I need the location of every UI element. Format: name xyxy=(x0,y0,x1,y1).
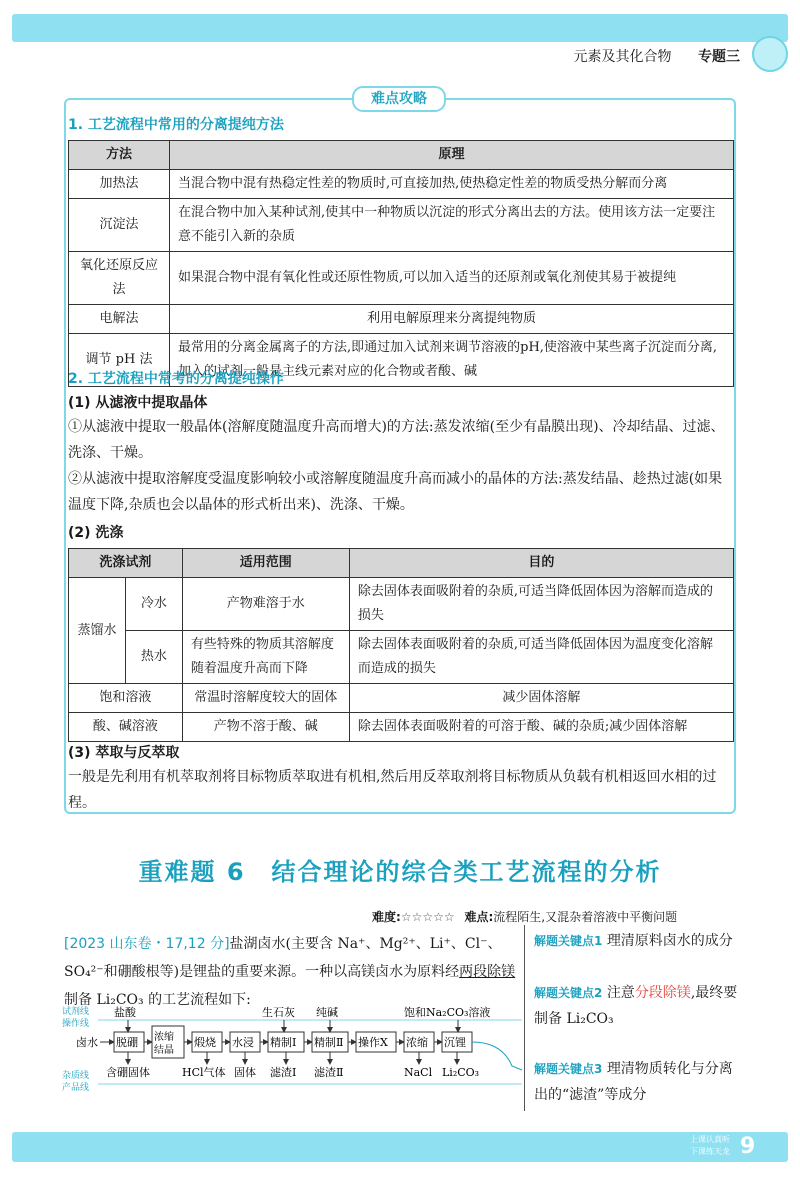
step-label: 脱硼 xyxy=(116,1036,138,1049)
method-principle: 最常用的分离金属离子的方法,即通过加入试剂来调节溶液的pH,使溶液中某些离子沉淀而分离,加入的试剂一般是主线元素对应的化合物或者酸、碱 xyxy=(170,334,734,387)
method-principle: 利用电解原理来分离提纯物质 xyxy=(170,305,734,334)
wash-reagent: 酸、碱溶液 xyxy=(69,713,183,742)
section2-title: 2. 工艺流程中常考的分离提纯操作 xyxy=(68,371,284,387)
reagent: 纯碱 xyxy=(316,1006,338,1019)
question-text xyxy=(64,930,524,1014)
difficulty-point: 流程陌生,又混杂着溶液中平衡问题 xyxy=(493,910,678,924)
flow-start: 卤水 xyxy=(76,1036,98,1049)
special-title: 专题三 xyxy=(698,49,740,65)
wash-scope: 产物难溶于水 xyxy=(182,578,349,631)
key-point-3 xyxy=(534,1056,740,1108)
reagent: 生石灰 xyxy=(262,1006,295,1019)
box-title: 难点攻略 xyxy=(352,86,446,112)
paragraph-1: ①从滤液中提取一般晶体(溶解度随温度升高而增大)的方法:蒸发浓缩(至少有晶膜出现)、冷却结晶、过滤、洗涤、干燥。 xyxy=(68,419,725,461)
question-emphasis: 两段除镁 xyxy=(459,964,516,980)
key-text: ,最终要制备 Li₂CO₃ xyxy=(534,985,738,1027)
method-principle: 如果混合物中混有氧化性或还原性物质,可以加入适当的还原剂或氧化剂使其易于被提纯 xyxy=(170,252,734,305)
output: NaCl xyxy=(404,1066,433,1079)
key-point-2 xyxy=(534,980,740,1032)
problem-title: 重难题 6 结合理论的综合类工艺流程的分析 xyxy=(138,858,662,886)
question-source: [2023 山东卷・17,12 分] xyxy=(64,936,230,952)
key-label: 解题关键点2 xyxy=(534,986,603,1000)
page-number: 9 xyxy=(740,1134,756,1159)
paragraph-2: ②从滤液中提取溶解度受温度影响较小或溶解度随温度升高而减小的晶体的方法:蒸发结晶、趁热过滤(如果温度下降,杂质也会以晶体的形式析出来)、洗涤、干燥。 xyxy=(68,471,723,513)
mascot-icon xyxy=(752,36,788,72)
wash-purpose: 除去固体表面吸附着的杂质,可适当降低固体因为溶解而造成的损失 xyxy=(349,578,733,631)
top-banner xyxy=(12,14,788,42)
step-label: 浓缩结晶 xyxy=(154,1032,174,1056)
wash-reagent: 饱和溶液 xyxy=(69,684,183,713)
output: 固体 xyxy=(234,1066,256,1079)
method-name: 氧化还原反应法 xyxy=(69,252,170,305)
method-principle: 当混合物中混有热稳定性差的物质时,可直接加热,使热稳定性差的物质受热分解而分离 xyxy=(170,170,734,199)
key-point-1 xyxy=(534,928,740,954)
method-name: 加热法 xyxy=(69,170,170,199)
step-label: 水浸 xyxy=(232,1036,254,1049)
reagent: 饱和Na₂CO₃溶液 xyxy=(404,1006,491,1019)
key-label: 解题关键点3 xyxy=(534,1062,603,1076)
paragraph-3: 一般是先利用有机萃取剂将目标物质萃取进有机相,然后用反萃取剂将目标物质从负载有机相返回水相的过程。 xyxy=(68,769,717,811)
wash-purpose: 除去固体表面吸附着的可溶于酸、碱的杂质;减少固体溶解 xyxy=(349,713,733,742)
column-divider xyxy=(524,925,525,1111)
connector-line xyxy=(472,1042,522,1070)
process-flow-diagram xyxy=(62,1006,524,1102)
lane-label: 产品线 xyxy=(62,1083,90,1093)
output: HCl气体 xyxy=(182,1066,226,1079)
th-scope: 适用范围 xyxy=(182,549,349,578)
wash-purpose: 减少固体溶解 xyxy=(349,684,733,713)
key-text: 理清物质转化与分离出的“滤渣”等成分 xyxy=(534,1061,733,1103)
difficulty-point-label: 难点: xyxy=(464,910,494,924)
wash-scope: 常温时溶解度较大的固体 xyxy=(182,684,349,713)
page-header xyxy=(574,46,740,66)
output: 滤渣Ⅰ xyxy=(270,1066,297,1079)
lane-label: 操作线 xyxy=(62,1019,90,1029)
wash-group: 蒸馏水 xyxy=(69,578,126,684)
wash-scope: 产物不溶于酸、碱 xyxy=(182,713,349,742)
question-text-2: 制备 Li₂CO₃ 的工艺流程如下: xyxy=(64,992,251,1008)
bottom-banner xyxy=(12,1132,788,1162)
th-reagent: 洗涤试剂 xyxy=(69,549,183,578)
section-title: 元素及其化合物 xyxy=(573,49,672,65)
question-text-1: 盐湖卤水(主要含 Na⁺、Mg²⁺、Li⁺、Cl⁻、SO₄²⁻和硼酸根等)是锂盐的重要来源。一种以高镁卤水为原料经 xyxy=(64,936,502,980)
lane-label: 杂质线 xyxy=(62,1071,90,1081)
section1-title: 1. 工艺流程中常用的分离提纯方法 xyxy=(68,117,284,133)
method-name: 沉淀法 xyxy=(69,199,170,252)
step-label: 浓缩 xyxy=(406,1036,428,1049)
wash-reagent: 冷水 xyxy=(126,578,183,631)
sub2-title: (2) 洗涤 xyxy=(68,525,124,541)
key-label: 解题关键点1 xyxy=(534,934,603,948)
step-label: 煅烧 xyxy=(194,1036,216,1049)
step-label: 沉锂 xyxy=(444,1036,466,1049)
th-method: 方法 xyxy=(69,141,170,170)
method-principle: 在混合物中加入某种试剂,使其中一种物质以沉淀的形式分离出去的方法。使用该方法一定要注意不能引入新的杂质 xyxy=(170,199,734,252)
method-name: 电解法 xyxy=(69,305,170,334)
difficulty-line xyxy=(372,908,677,925)
key-text: 注意 xyxy=(606,985,635,1001)
output: Li₂CO₃ xyxy=(442,1066,480,1079)
wash-table xyxy=(68,548,734,742)
reagent: 盐酸 xyxy=(114,1006,136,1019)
methods-table xyxy=(68,140,734,387)
method-name: 调节 pH 法 xyxy=(69,334,170,387)
step-label: 精制Ⅱ xyxy=(314,1036,344,1049)
output: 含硼固体 xyxy=(106,1066,150,1079)
wash-purpose: 除去固体表面吸附着的杂质,可适当降低固体因为温度变化溶解而造成的损失 xyxy=(349,631,733,684)
difficulty-label: 难度: xyxy=(372,910,401,924)
step-label: 精制Ⅰ xyxy=(270,1036,297,1049)
wash-scope: 有些特殊的物质其溶解度随着温度升高而下降 xyxy=(182,631,349,684)
th-purpose: 目的 xyxy=(349,549,733,578)
key-text: 理清原料卤水的成分 xyxy=(606,933,733,949)
output: 滤渣Ⅱ xyxy=(314,1066,344,1079)
footer-tag: 上课认真听 下课练天龙 xyxy=(690,1135,730,1156)
th-principle: 原理 xyxy=(170,141,734,170)
key-emphasis: 分段除镁 xyxy=(634,985,691,1001)
lane-label: 试剂线 xyxy=(62,1007,90,1017)
sub1-title: (1) 从滤液中提取晶体 xyxy=(68,395,208,411)
difficulty-stars: ☆☆☆☆☆ xyxy=(400,910,455,924)
sub3-title: (3) 萃取与反萃取 xyxy=(68,745,180,761)
wash-reagent: 热水 xyxy=(126,631,183,684)
step-label: 操作X xyxy=(358,1036,388,1049)
